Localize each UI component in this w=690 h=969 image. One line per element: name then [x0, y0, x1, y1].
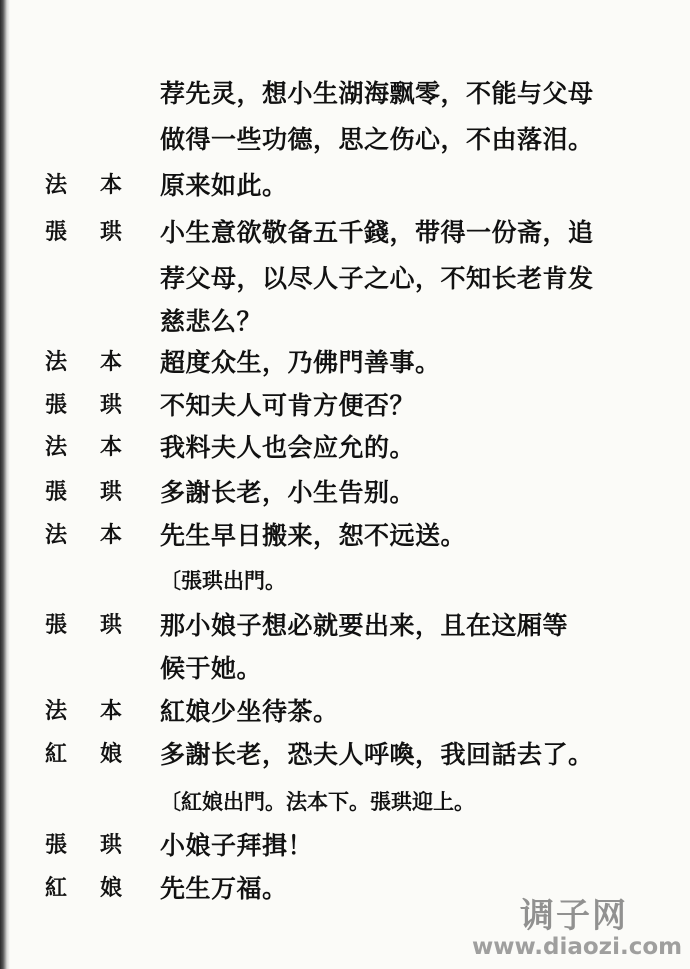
speaker-char: 法: [45, 698, 68, 724]
speaker-char: 紅: [45, 875, 68, 901]
speaker-char: 法: [45, 349, 68, 375]
speaker-char: 張: [45, 219, 68, 245]
dialogue-line: 我料夫人也会应允的。: [160, 433, 416, 462]
dialogue-line: 候于她。: [160, 654, 263, 683]
dialogue-line: 做得一些功德，思之伤心，不由落泪。: [160, 125, 594, 154]
speaker-char: 本: [100, 434, 123, 460]
speaker-char: 張: [45, 832, 68, 858]
stage-direction: 〔張珙出門。: [160, 568, 286, 593]
speaker-char: 本: [100, 698, 123, 724]
speaker-char: 珙: [100, 479, 123, 505]
dialogue-line: 多謝长老，小生告别。: [160, 478, 416, 507]
speaker-char: 本: [100, 349, 123, 375]
speaker-char: 法: [45, 434, 68, 460]
dialogue-line: 不知夫人可肯方便否？: [160, 391, 416, 420]
speaker-char: 本: [100, 172, 123, 198]
speaker-char: 珙: [100, 392, 123, 418]
dialogue-line: 荐先灵，想小生湖海飘零，不能与父母: [160, 79, 594, 108]
speaker-char: 張: [45, 612, 68, 638]
speaker-char: 本: [100, 522, 123, 548]
dialogue-line: 超度众生，乃佛門善事。: [160, 348, 441, 377]
dialogue-line: 多謝长老，恐夫人呼喚，我回話去了。: [160, 740, 594, 769]
speaker-char: 張: [45, 479, 68, 505]
speaker-char: 法: [45, 522, 68, 548]
speaker-char: 娘: [100, 875, 123, 901]
speaker-char: 法: [45, 172, 68, 198]
dialogue-line: 荐父母，以尽人子之心，不知长老肯发: [160, 264, 594, 293]
dialogue-line: 原来如此。: [160, 171, 288, 200]
speaker-char: 張: [45, 392, 68, 418]
dialogue-line: 先生万福。: [160, 874, 288, 903]
speaker-char: 紅: [45, 741, 68, 767]
dialogue-line: 先生早日搬来，恕不远送。: [160, 521, 467, 550]
speaker-char: 珙: [100, 612, 123, 638]
dialogue-line: 紅娘少坐待茶。: [160, 697, 339, 726]
speaker-char: 娘: [100, 741, 123, 767]
dialogue-line: 小娘子拜揖！: [160, 831, 314, 860]
watermark-url: www.diaozi.com: [472, 934, 683, 960]
dialogue-line: 慈悲么？: [160, 307, 263, 336]
page-edge-shadow: [0, 0, 10, 969]
dialogue-line: 小生意欲敬备五千錢，带得一份斋，追: [160, 218, 594, 247]
speaker-char: 珙: [100, 832, 123, 858]
stage-direction: 〔紅娘出門。法本下。張珙迎上。: [160, 789, 475, 814]
speaker-char: 珙: [100, 219, 123, 245]
watermark-site-name: 调子网: [520, 896, 628, 936]
dialogue-line: 那小娘子想必就要出来，且在这厢等: [160, 611, 569, 640]
